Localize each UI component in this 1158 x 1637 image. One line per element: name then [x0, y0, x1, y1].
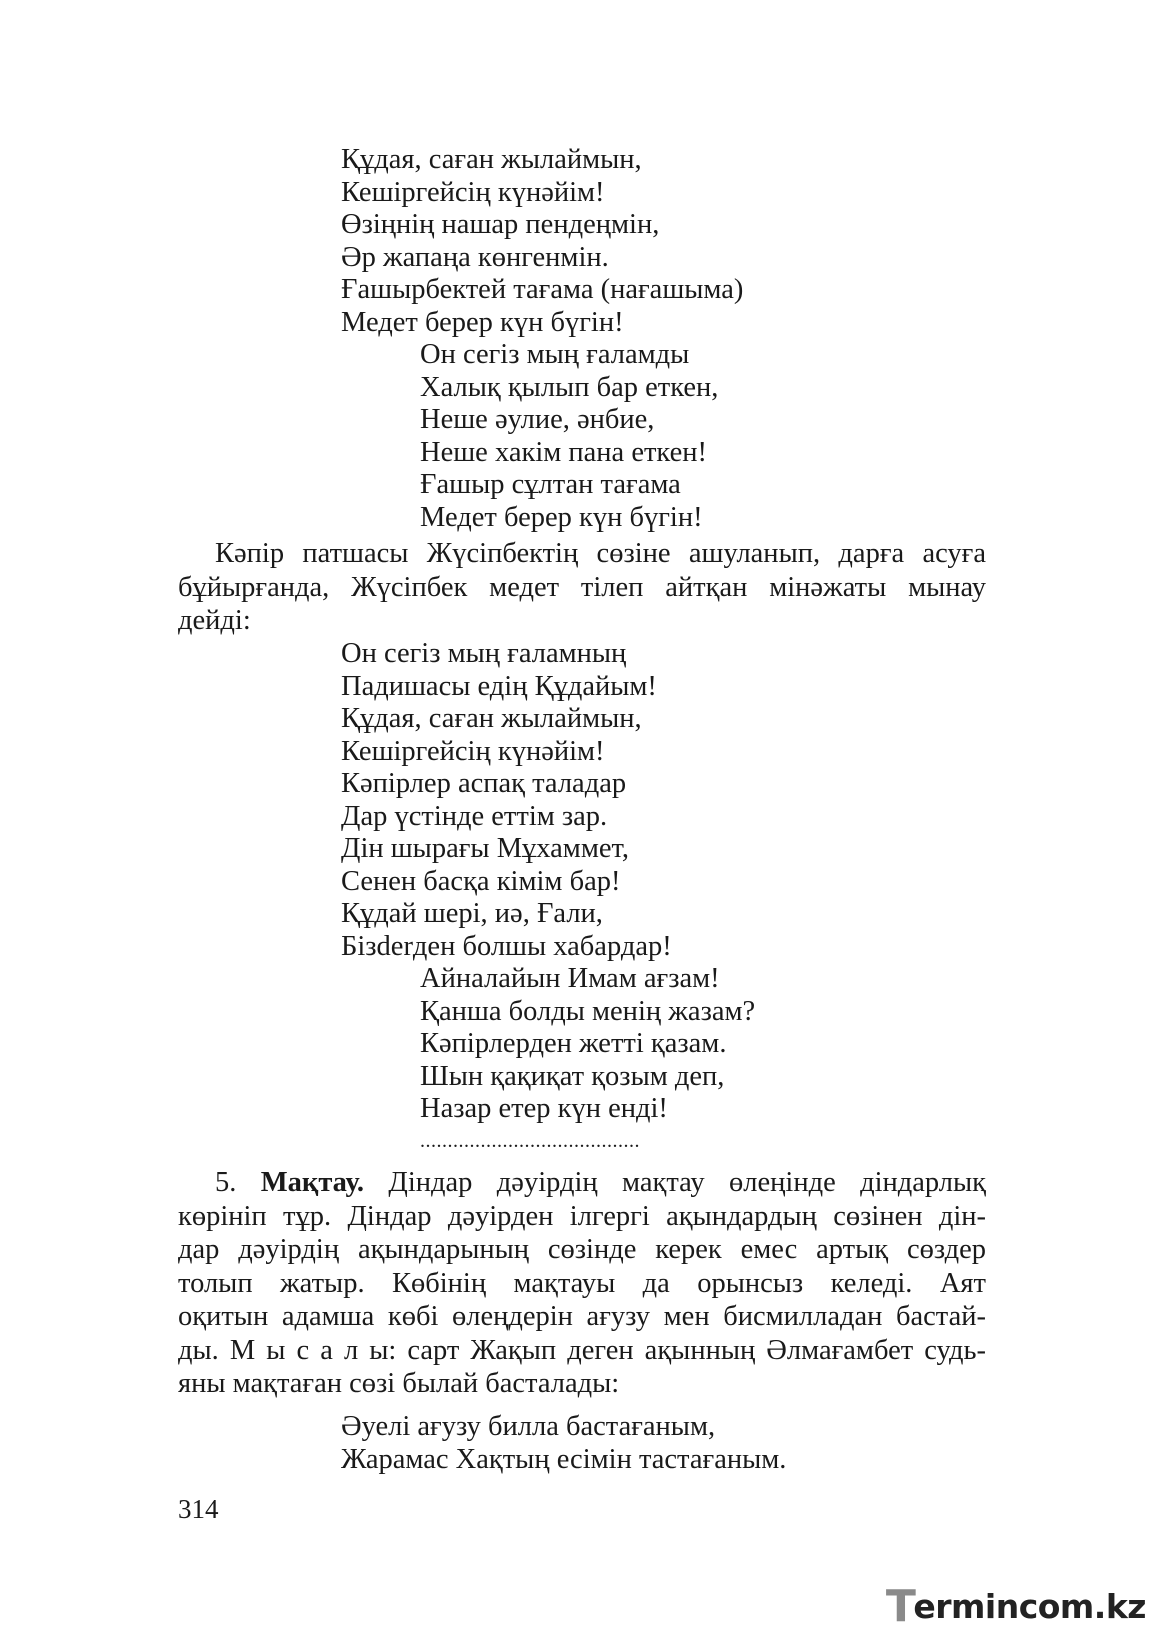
verse-line: Падишасы едің Құдайым! — [341, 670, 657, 702]
site-watermark — [885, 1580, 1146, 1632]
verse-line: Дін шырағы Мұхаммет, — [341, 833, 629, 864]
verse-line: Айналайын Имам ағзам! — [420, 963, 720, 994]
page-number: 314 — [178, 1494, 219, 1524]
verse-line: Дар үстінде еттім зар. — [341, 800, 608, 832]
verse-block-2 — [0, 638, 1158, 1156]
verse-line: Шын қақиқат қозым деп, — [420, 1060, 725, 1092]
verse-line: Құдая, саған жылаймын, — [341, 703, 642, 734]
verse-line: Он сегіз мың ғаламның — [341, 638, 627, 669]
section-number: 5. — [215, 1167, 237, 1198]
paragraph-line: оқитын адамша көбі өлеңдерін ағузу мен бисмилладан бастай- — [178, 1301, 986, 1332]
verse-line: Қанша болды менің жазам? — [420, 995, 756, 1027]
verse-line: Жарамас Хақтың есімін тастағаным. — [341, 1443, 787, 1475]
verse-line: Әуелі ағузу билла бастағаным, — [341, 1411, 716, 1442]
verse-line: Он сегіз мың ғаламды — [420, 339, 690, 370]
verse-line: Құдай шері, иә, Ғали, — [341, 898, 603, 929]
verse-line: Сенен басқа кімім бар! — [341, 865, 621, 897]
verse-line: Кәпірлерден жетті қазам. — [420, 1028, 727, 1059]
paragraph-line: толып жатыр. Көбінің мақтауы да орынсыз келеді. Аят — [178, 1267, 986, 1299]
verse-line: Назар етер күн енді! — [420, 1093, 668, 1124]
verse-line: Әр жапаңа көнгенмін. — [341, 241, 609, 273]
verse-line: Медет берер күн бүгін! — [420, 501, 703, 533]
verse-line: Бізderден болшы хабардар! — [341, 930, 672, 962]
verse-line: Неше әулие, әнбие, — [420, 404, 655, 435]
paragraph-line: ды. М ы с а л ы: сарт Жақып деген ақынның Әлмағамбет судь- — [178, 1334, 986, 1366]
verse-line: Кешіргейсің күнәйім! — [341, 176, 605, 208]
watermark-t-letter: T — [885, 1580, 916, 1632]
paragraph-line: Кәпір патшасы Жүсіпбектің сөзіне ашуланып, дарға асуға — [215, 538, 986, 569]
paragraph-line: яны мақтаған сөзі былай басталады: — [178, 1368, 620, 1399]
verse-line: Өзіңнің нашар пендеңмін, — [341, 209, 660, 240]
paragraph-line: бұйырғанда, Жүсіпбек медет тілеп айтқан мінәжаты мынау — [178, 571, 986, 603]
verse-line: Ғашырбектей тағама (нағашыма) — [341, 274, 744, 305]
section-heading: Мақтау. — [260, 1167, 365, 1198]
verse-line: Құдая, саған жылаймын, — [341, 144, 642, 175]
verse-line: Ғашыр сұлтан тағама — [420, 469, 681, 500]
verse-line: Халық қылып бар еткен, — [420, 371, 719, 403]
verse-line: Медет берер күн бүгін! — [341, 306, 624, 338]
paragraph-line: дар дәуірдің ақындарының сөзінде керек емес артық сөздер — [178, 1234, 986, 1265]
paragraph-line: дейді: — [178, 605, 251, 636]
ellipsis-line: ........................................ — [420, 1129, 640, 1152]
paragraph-line-text: Діндар дәуірдің мақтау өлеңінде діндарлық — [388, 1167, 986, 1198]
verse-line: Кәпірлер аспақ таладар — [341, 768, 627, 799]
verse-block-1 — [0, 144, 1158, 534]
paragraph-1 — [178, 537, 986, 638]
verse-line: Неше хакім пана еткен! — [420, 436, 707, 468]
paragraph-2 — [178, 1166, 986, 1401]
verse-block-3 — [0, 1411, 1158, 1476]
watermark-text: ermincom.kz — [913, 1586, 1146, 1626]
verse-line: Кешіргейсің күнәйім! — [341, 735, 605, 767]
paragraph-line: көрініп тұр. Діндар дәуірден ілгергі ақындардың сөзінен дін- — [178, 1200, 986, 1232]
paragraph-first-line — [178, 1166, 986, 1200]
